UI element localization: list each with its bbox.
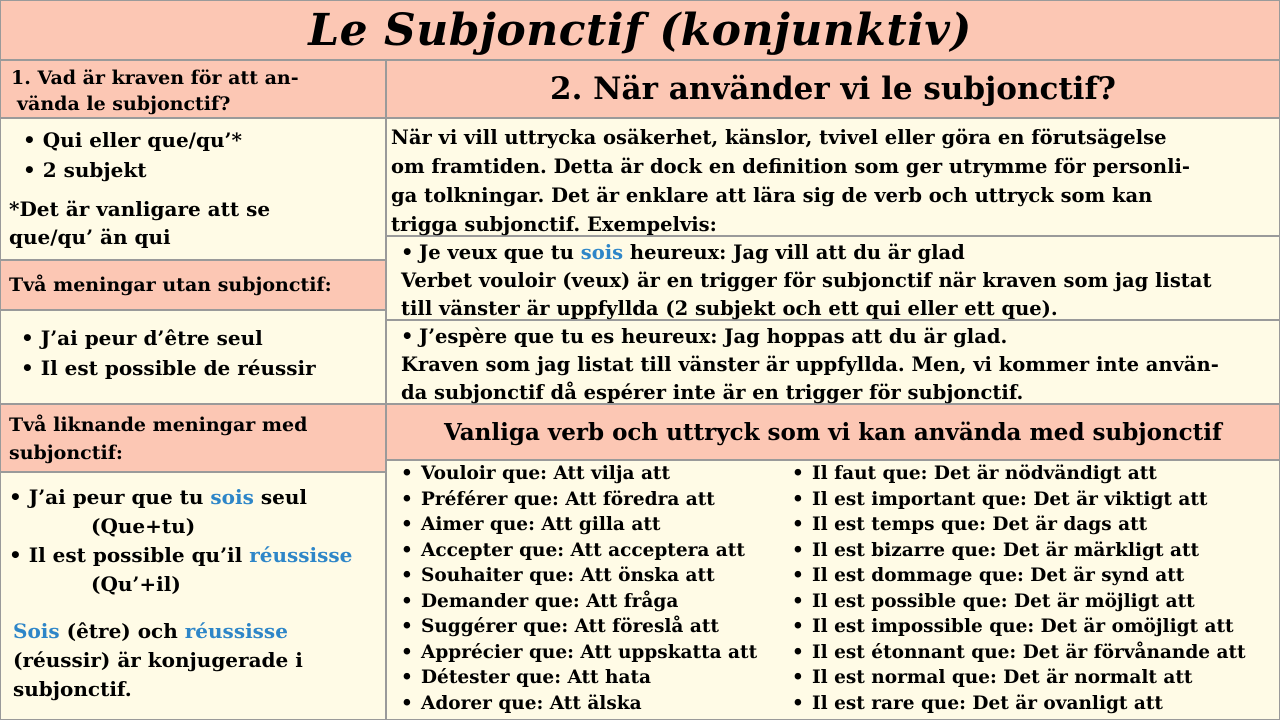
description-line: När vi vill uttrycka osäkerhet, känslor, tvivel eller göra en förutsägelse (391, 126, 1167, 149)
sentence-text: J’espère que tu es heureux: Jag hoppas att du är glad. (419, 325, 1008, 348)
usage-description (386, 118, 1280, 236)
sentence-hint: (Que+tu) (91, 514, 196, 538)
requirements-note (9, 195, 379, 251)
heading-text: Vanliga verb och uttryck som vi kan använda med subjonctif (444, 418, 1222, 446)
list-item: • Préférer que: Att föredra att (401, 487, 757, 513)
list-item: • Il est possible qu’il réussisse (9, 543, 353, 567)
heading-line: subjonctif: (9, 442, 123, 464)
list-item: • Vouloir que: Att vilja att (401, 461, 757, 487)
list-item: • Il est normal que: Det är normalt att (792, 665, 1246, 691)
list-item: • Souhaiter que: Att önska att (401, 563, 757, 589)
example-2 (386, 320, 1280, 404)
note-line: que/qu’ än qui (9, 225, 171, 249)
without-subjonctif-panel (0, 310, 386, 404)
with-subjonctif-heading (0, 404, 386, 472)
note-text: (être) och (59, 619, 185, 643)
question-2-text: 2. När använder vi le subjonctif? (550, 71, 1116, 107)
list-item: • Il est dommage que: Det är synd att (792, 563, 1246, 589)
list-item: • Il est rare que: Det är ovanligt att (792, 691, 1246, 717)
explanation-line: Verbet vouloir (veux) är en trigger för subjonctif när kraven som jag listat (401, 269, 1212, 292)
list-item: • Il est temps que: Det är dags att (792, 512, 1246, 538)
explanation-line: da subjonctif då espérer inte är en trigger för subjonctif. (401, 381, 1024, 404)
common-verbs-panel (386, 460, 1280, 720)
list-item: • Détester que: Att hata (401, 665, 757, 691)
verb-list-right (792, 461, 1246, 716)
list-item: • Il est bizarre que: Det är märkligt att (792, 538, 1246, 564)
sentence-text: seul (253, 485, 307, 509)
list-item: • Il faut que: Det är nödvändigt att (792, 461, 1246, 487)
list-item: • Accepter que: Att acceptera att (401, 538, 757, 564)
note-line: *Det är vanligare att se (9, 197, 271, 221)
heading-line: Två liknande meningar med (9, 414, 308, 436)
note-line: subjonctif. (13, 677, 132, 701)
with-subjonctif-panel (0, 472, 386, 720)
example-1-sentence: • Je veux que tu sois heureux: Jag vill att du är glad (401, 241, 965, 264)
note-line: (réussir) är konjugerade i (13, 648, 303, 672)
highlighted-verb: réussisse (249, 543, 353, 567)
sentence-text: J’ai peur que tu (28, 485, 211, 509)
list-item: • Il est étonnant que: Det är förvånande att (792, 640, 1246, 666)
list-item: • Adorer que: Att älska (401, 691, 757, 717)
question-1-line-2: vända le subjonctif? (17, 93, 231, 115)
sentence-text: J’ai peur d’être seul (40, 326, 263, 350)
sentence-text: Je veux que tu (419, 241, 581, 264)
list-item: • J’ai peur que tu sois seul (9, 485, 307, 509)
description-line: om framtiden. Detta är dock en definition som ger utrymme för personli- (391, 155, 1191, 178)
list-item: • Il est possible que: Det är möjligt att (792, 589, 1246, 615)
sentence-hint: (Qu’+il) (91, 572, 181, 596)
requirement-text: Qui eller que/qu’* (42, 128, 242, 152)
explanation-line: Kraven som jag listat till vänster är uppfyllda. Men, vi kommer inte använ- (401, 353, 1219, 376)
list-item: • Aimer que: Att gilla att (401, 512, 757, 538)
example-2-sentence: • J’espère que tu es heureux: Jag hoppas att du är glad. (401, 323, 1275, 351)
question-1-line-1: 1. Vad är kraven för att an- (11, 67, 299, 89)
conjugation-note (9, 617, 379, 704)
without-subjonctif-heading (0, 260, 386, 310)
list-item: • J’ai peur d’être seul (21, 326, 263, 350)
list-item: • Demander que: Att fråga (401, 589, 757, 615)
page-title: Le Subjonctif (konjunktiv) (308, 4, 972, 56)
description-line: ga tolkningar. Det är enklare att lära sig de verb och uttryck som kan (391, 184, 1153, 207)
example-1 (386, 236, 1280, 320)
requirement-text: 2 subjekt (42, 158, 147, 182)
question-2-heading (386, 60, 1280, 118)
highlighted-verb: réussisse (184, 619, 288, 643)
sentence-text: Il est possible qu’il (28, 543, 250, 567)
requirements-panel (0, 118, 386, 260)
sentence-text: heureux: Jag vill att du är glad (623, 241, 965, 264)
list-item: • Qui eller que/qu’* (23, 128, 242, 152)
highlighted-verb: sois (580, 241, 624, 264)
highlighted-verb: Sois (13, 619, 60, 643)
sentence-text: Il est possible de réussir (40, 356, 316, 380)
list-item: • Il est impossible que: Det är omöjligt att (792, 614, 1246, 640)
list-item: • 2 subjekt (23, 158, 147, 182)
requirements-list (23, 125, 379, 185)
highlighted-verb: sois (210, 485, 254, 509)
description-line: trigga subjonctif. Exempelvis: (391, 213, 717, 236)
common-verbs-heading (386, 404, 1280, 460)
question-1-heading (0, 60, 386, 118)
list-item: • Apprécier que: Att uppskatta att (401, 640, 757, 666)
list-item: • Il est possible de réussir (21, 356, 316, 380)
title-banner (0, 0, 1280, 60)
explanation-line: till vänster är uppfyllda (2 subjekt och ett qui eller ett que). (401, 297, 1058, 320)
list-item: • Suggérer que: Att föreslå att (401, 614, 757, 640)
heading-text: Två meningar utan subjonctif: (9, 274, 332, 296)
list-item: • Il est important que: Det är viktigt att (792, 487, 1246, 513)
verb-list-left (401, 461, 757, 716)
